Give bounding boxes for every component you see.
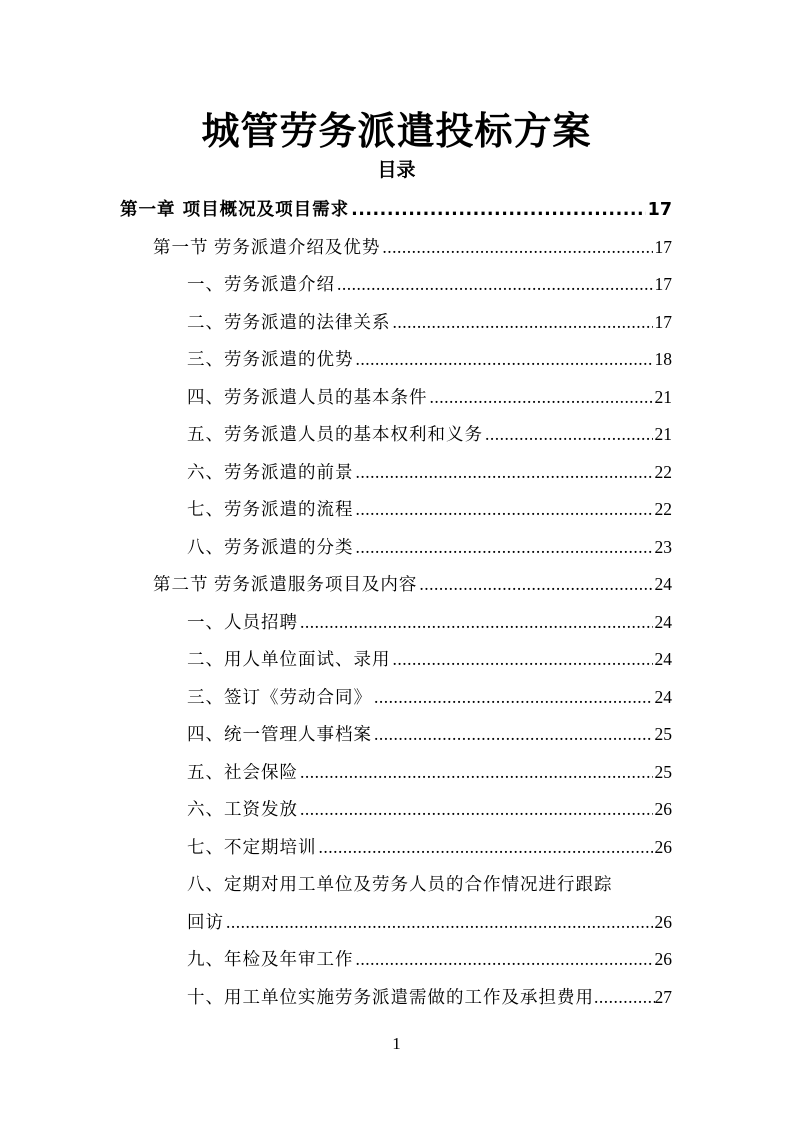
toc-entry[interactable] bbox=[187, 309, 672, 335]
dot-leader bbox=[356, 949, 653, 970]
toc-entry[interactable] bbox=[187, 384, 672, 410]
toc-entry[interactable] bbox=[187, 909, 672, 935]
dot-leader bbox=[382, 237, 652, 258]
toc-entry[interactable] bbox=[187, 459, 672, 485]
toc-entry-page: 26 bbox=[654, 911, 672, 932]
toc-entry-page: 26 bbox=[654, 836, 672, 857]
toc-entry[interactable] bbox=[187, 796, 672, 822]
toc-entry[interactable] bbox=[187, 609, 672, 635]
toc-entry-page: 17 bbox=[654, 311, 672, 332]
dot-leader bbox=[300, 612, 653, 633]
toc-entry-title: 六、劳务派遣的前景 bbox=[187, 461, 354, 482]
toc-entry-title: 一、人员招聘 bbox=[187, 611, 298, 632]
dot-leader bbox=[356, 537, 653, 558]
toc-entry-title: 七、不定期培训 bbox=[187, 836, 317, 857]
toc-entry-page: 25 bbox=[654, 724, 672, 744]
toc-entry-title: 第一节 劳务派遣介绍及优势 bbox=[153, 236, 381, 257]
toc-entry-title: 三、劳务派遣的优势 bbox=[187, 349, 354, 369]
toc-entry-page: 21 bbox=[654, 386, 672, 407]
toc-entry-page: 24 bbox=[654, 611, 672, 632]
toc-entry-page: 26 bbox=[654, 799, 672, 819]
toc-entry-title: 九、年检及年审工作 bbox=[187, 949, 354, 969]
toc-entry[interactable] bbox=[187, 421, 672, 447]
toc-entry-page: 24 bbox=[654, 686, 672, 707]
dot-leader bbox=[356, 349, 653, 370]
toc-entry[interactable] bbox=[187, 721, 672, 747]
toc-entry-page: 18 bbox=[654, 349, 672, 369]
toc-entry-title: 六、工资发放 bbox=[187, 799, 298, 819]
toc-entry-title: 七、劳务派遣的流程 bbox=[187, 499, 354, 519]
toc-entry-title: 第二节 劳务派遣服务项目及内容 bbox=[153, 574, 418, 594]
dot-leader bbox=[319, 837, 653, 858]
toc-entry-title: 八、劳务派遣的分类 bbox=[187, 536, 354, 557]
toc-entry-page: 22 bbox=[654, 499, 672, 519]
toc-entry[interactable] bbox=[187, 834, 672, 860]
document-title: 城管劳务派遣投标方案 bbox=[201, 109, 592, 153]
dot-leader bbox=[337, 274, 653, 295]
toc-entry-title: 一、劳务派遣介绍 bbox=[187, 274, 335, 294]
toc-entry-title: 五、劳务派遣人员的基本权利和义务 bbox=[187, 424, 483, 444]
toc-entry-page: 17 bbox=[654, 274, 672, 294]
toc-entry-page: 26 bbox=[654, 949, 672, 969]
toc-entry[interactable] bbox=[187, 946, 672, 972]
toc-entry-page: 23 bbox=[654, 536, 672, 557]
toc-entry-title: 二、劳务派遣的法律关系 bbox=[187, 311, 391, 332]
toc-entry-page: 27 bbox=[654, 986, 672, 1007]
toc-entry-title: 三、签订《劳动合同》 bbox=[187, 686, 372, 707]
dot-leader bbox=[393, 649, 653, 670]
toc-entry-title: 回访 bbox=[187, 911, 224, 932]
dot-leader bbox=[300, 799, 653, 820]
toc-entry-title: 第一章 项目概况及项目需求 bbox=[120, 200, 350, 220]
toc-entry[interactable] bbox=[187, 871, 672, 897]
dot-leader bbox=[300, 762, 653, 783]
toc-entry[interactable] bbox=[187, 346, 672, 372]
toc-entry-page: 17 bbox=[647, 200, 672, 220]
dot-leader bbox=[393, 312, 653, 333]
toc-entry[interactable] bbox=[187, 496, 672, 522]
toc-entry[interactable] bbox=[187, 759, 672, 785]
toc-entry-page: 22 bbox=[654, 461, 672, 482]
toc-entry[interactable] bbox=[187, 534, 672, 560]
toc-heading: 目录 bbox=[377, 159, 416, 181]
toc-entry-page: 21 bbox=[654, 424, 672, 444]
dot-leader bbox=[594, 987, 655, 1008]
dot-leader bbox=[356, 499, 653, 520]
toc-entry-title: 八、定期对用工单位及劳务人员的合作情况进行跟踪 bbox=[187, 874, 613, 894]
toc-entry-title: 四、统一管理人事档案 bbox=[187, 724, 372, 744]
toc-entry[interactable] bbox=[187, 684, 672, 710]
dot-leader bbox=[485, 424, 653, 445]
toc-entry[interactable] bbox=[187, 646, 672, 672]
dot-leader bbox=[356, 462, 653, 483]
dot-leader bbox=[374, 687, 653, 708]
dot-leader bbox=[226, 912, 653, 933]
toc-entry-page: 17 bbox=[654, 236, 672, 257]
toc-entry[interactable] bbox=[187, 271, 672, 297]
toc-entry-title: 四、劳务派遣人员的基本条件 bbox=[187, 386, 428, 407]
toc-entry[interactable] bbox=[120, 196, 672, 222]
dot-leader bbox=[351, 200, 646, 220]
toc-entry[interactable] bbox=[187, 984, 672, 1010]
toc-entry-page: 25 bbox=[654, 761, 672, 782]
dot-leader bbox=[430, 387, 653, 408]
toc-entry-title: 五、社会保险 bbox=[187, 761, 298, 782]
page-number: 1 bbox=[392, 1034, 401, 1053]
toc-entry-page: 24 bbox=[654, 574, 672, 594]
toc-entry[interactable] bbox=[153, 234, 672, 260]
toc-entry[interactable] bbox=[153, 571, 672, 597]
toc-entry-title: 二、用人单位面试、录用 bbox=[187, 649, 391, 669]
dot-leader bbox=[374, 724, 653, 745]
toc-entry-title: 十、用工单位实施劳务派遣需做的工作及承担费用 bbox=[187, 986, 594, 1007]
dot-leader bbox=[419, 574, 652, 595]
toc-entry-page: 24 bbox=[654, 649, 672, 669]
